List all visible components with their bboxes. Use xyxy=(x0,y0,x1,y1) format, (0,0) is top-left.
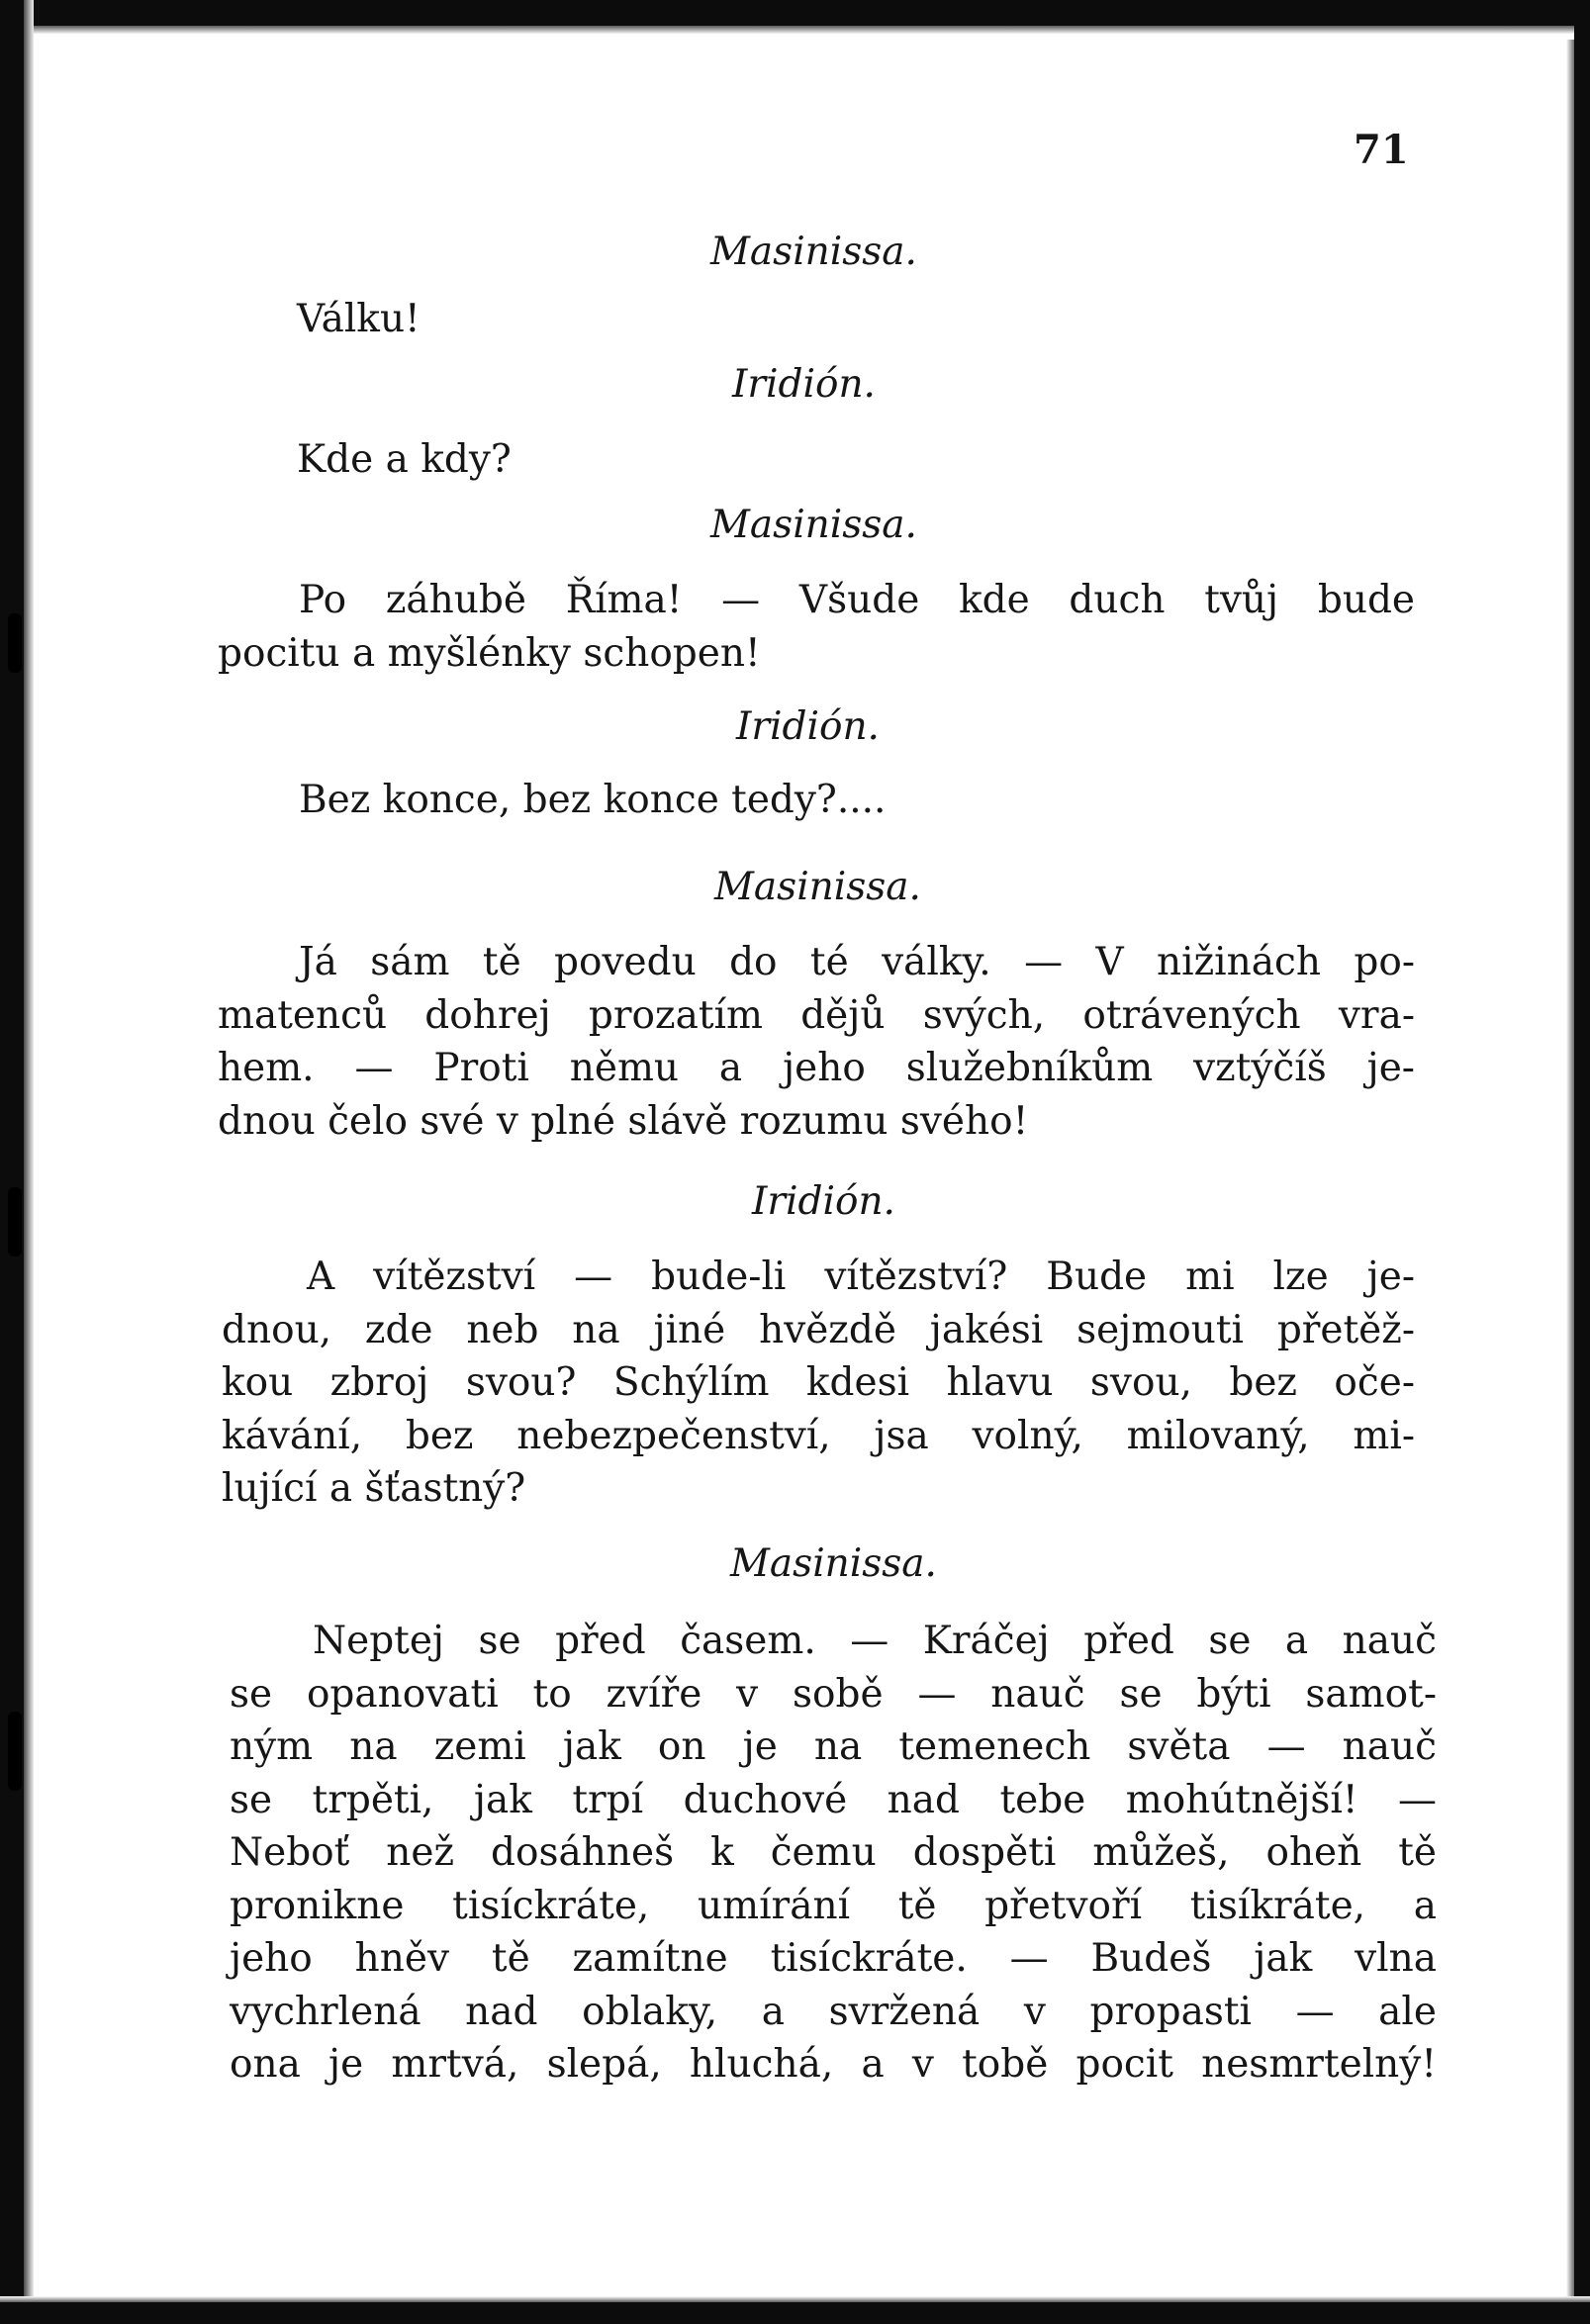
paragraph-line: Já sám tě povedu do té války. — V nižinách po- xyxy=(299,940,1415,984)
binding-mark xyxy=(8,1187,22,1256)
speaker-masinissa: Masinissa. xyxy=(710,230,917,274)
paragraph-line: kou zbroj svou? Schýlím kdesi hlavu svou, bez oče- xyxy=(222,1360,1415,1405)
dialogue-paragraph xyxy=(218,936,1415,1148)
paragraph-line: hem. — Proti němu a jeho služebníkům vztýčíš je- xyxy=(218,1046,1415,1090)
paragraph-line: pronikne tisíckráte, umírání tě přetvoří tisíkráte, a xyxy=(230,1883,1437,1928)
paragraph-line: Neboť než dosáhneš k čemu dospěti můžeš, oheň tě xyxy=(230,1830,1437,1875)
paragraph-line: jeho hněv tě zamítne tisíckráte. — Budeš jak vlna xyxy=(230,1936,1437,1981)
dialogue-paragraph xyxy=(218,574,1415,680)
paragraph-line: dnou, zde neb na jiné hvězdě jakési sejmouti přetěž- xyxy=(222,1307,1415,1352)
paragraph-line: vychrlená nad oblaky, a svržená v propasti — ale xyxy=(230,1989,1437,2034)
paragraph-line: se opanovati to zvíře v sobě — nauč se býti samot- xyxy=(230,1671,1437,1717)
paragraph-line: se trpěti, jak trpí duchové nad tebe mohútnější! — xyxy=(230,1777,1437,1822)
scan-border-left-shadow xyxy=(24,0,34,2324)
speaker-iridion: Iridión. xyxy=(736,704,880,749)
speaker-iridion: Iridión. xyxy=(732,362,876,407)
dialogue-paragraph xyxy=(230,1615,1437,2092)
paragraph-line: ným na zemi jak on je na temenech světa — nauč xyxy=(230,1724,1437,1769)
scan-border-right-shadow xyxy=(1566,40,1574,2324)
speaker-masinissa: Masinissa. xyxy=(714,865,921,909)
paragraph-line: Neptej se před časem. — Kráčej před se a nauč xyxy=(313,1619,1437,1663)
page-number: 71 xyxy=(1354,127,1409,173)
speaker-iridion: Iridión. xyxy=(752,1179,895,1224)
paragraph-line: matenců dohrej prozatím dějů svých, otrávených vra- xyxy=(218,992,1415,1038)
scan-border-bottom xyxy=(0,2302,1590,2324)
paragraph-line: A vítězství — bude-li vítězství? Bude mi lze je- xyxy=(307,1255,1415,1299)
binding-mark xyxy=(8,1712,22,1791)
paragraph-line: Po záhubě Říma! — Všude kde duch tvůj bude xyxy=(299,578,1415,622)
dialogue-line: Bez konce, bez konce tedy?.... xyxy=(299,778,887,822)
paragraph-line: dnou čelo své v plné slávě rozumu svého! xyxy=(218,1098,1029,1144)
paragraph-line: pocitu a myšlénky schopen! xyxy=(218,630,761,676)
dialogue-line: Válku! xyxy=(297,297,421,341)
scan-border-top xyxy=(0,0,1590,26)
scan-border-left xyxy=(0,0,24,2324)
paragraph-line: kávání, bez nebezpečenství, jsa volný, milovaný, mi- xyxy=(222,1413,1415,1458)
speaker-masinissa: Masinissa. xyxy=(730,1541,937,1586)
scan-border-right xyxy=(1574,0,1590,2324)
speaker-masinissa: Masinissa. xyxy=(710,503,917,547)
scan-border-top-shadow xyxy=(0,26,1590,34)
paragraph-line: ona je mrtvá, slepá, hluchá, a v tobě pocit nesmrtelný! xyxy=(230,2042,1437,2087)
dialogue-paragraph xyxy=(222,1251,1415,1516)
binding-mark xyxy=(8,613,22,673)
paragraph-line: lující a šťastný? xyxy=(222,1466,526,1511)
scan-border-bottom-shadow xyxy=(0,2296,1590,2302)
dialogue-line: Kde a kdy? xyxy=(297,437,512,482)
